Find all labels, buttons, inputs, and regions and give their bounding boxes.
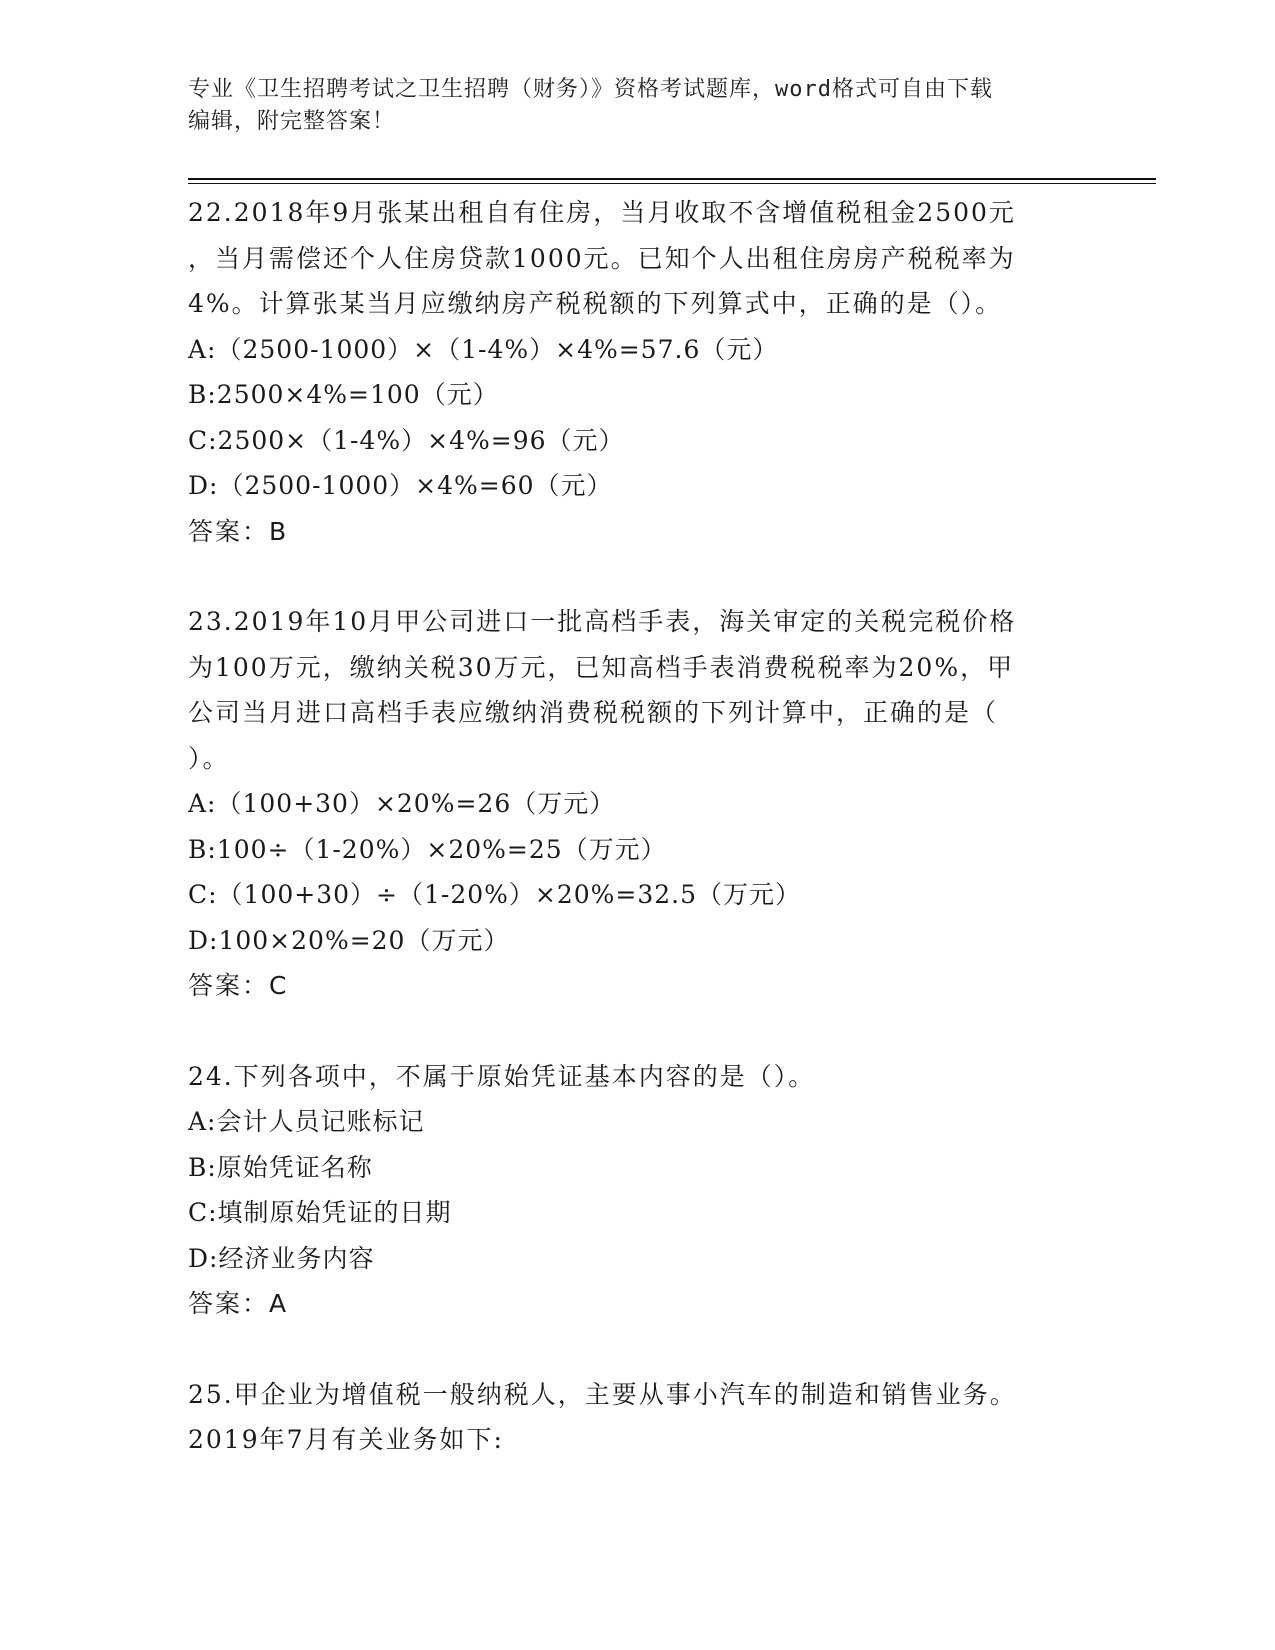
option-b: B:2500×4%=100（元） (188, 380, 499, 409)
answer: 答案：A (188, 1289, 289, 1318)
option-a: A:会计人员记账标记 (188, 1107, 425, 1136)
option-b: B:100÷（1-20%）×20%=25（万元） (188, 834, 667, 864)
question-stem-line: 4%。计算张某当月应缴纳房产税税额的下列算式中，正确的是（）。 (188, 289, 1003, 318)
question-23 (188, 599, 1088, 1009)
header-line-1: 专业《卫生招聘考试之卫生招聘（财务）》资格考试题库，word格式可自由下载 (188, 77, 993, 102)
question-spacer (188, 1009, 1088, 1054)
option-c: C:（100+30）÷（1-20%）×20%=32.5（万元） (188, 880, 802, 909)
question-list (188, 190, 1088, 1463)
header-line-2: 编辑，附完整答案！ (188, 109, 396, 134)
question-stem-line: 25.甲企业为增值税一般纳税人，主要从事小汽车的制造和销售业务。 (188, 1379, 1017, 1409)
question-spacer (188, 1327, 1088, 1372)
option-d: D:100×20%=20（万元） (188, 925, 510, 955)
question-stem-line: ）。 (188, 743, 230, 773)
option-d: D:（2500-1000）×4%=60（元） (188, 471, 613, 500)
document-header (188, 74, 1088, 138)
question-22 (188, 190, 1088, 554)
option-a: A:（100+30）×20%=26（万元） (188, 789, 616, 818)
option-c: C:填制原始凭证的日期 (188, 1198, 452, 1227)
question-stem-line: 公司当月进口高档手表应缴纳消费税税额的下列计算中，正确的是（ (188, 698, 999, 727)
question-stem-line: 2019年7月有关业务如下: (188, 1425, 504, 1454)
question-25 (188, 1372, 1088, 1463)
option-d: D:经济业务内容 (188, 1243, 375, 1273)
header-divider-thin (188, 183, 1156, 184)
option-b: B:原始凭证名称 (188, 1152, 373, 1182)
question-stem-line: 22.2018年9月张某出租自有住房，当月收取不含增值税租金2500元 (188, 198, 1016, 227)
answer: 答案：C (188, 971, 289, 1000)
question-stem-line: ，当月需偿还个人住房贷款1000元。已知个人出租住房房产税税率为 (188, 243, 1016, 273)
question-stem-line: 24.下列各项中，不属于原始凭证基本内容的是（）。 (188, 1061, 816, 1091)
question-spacer (188, 554, 1088, 599)
option-a: A:（2500-1000）×（1-4%）×4%=57.6（元） (188, 334, 779, 364)
question-stem-line: 为100万元，缴纳关税30万元，已知高档手表消费税税率为20%，甲 (188, 652, 1015, 682)
question-stem-line: 23.2019年10月甲公司进口一批高档手表，海关审定的关税完税价格 (188, 607, 1017, 636)
option-c: C:2500×（1-4%）×4%=96（元） (188, 425, 625, 455)
answer: 答案：B (188, 516, 289, 546)
header-divider-thick (188, 178, 1156, 180)
question-24 (188, 1054, 1088, 1327)
